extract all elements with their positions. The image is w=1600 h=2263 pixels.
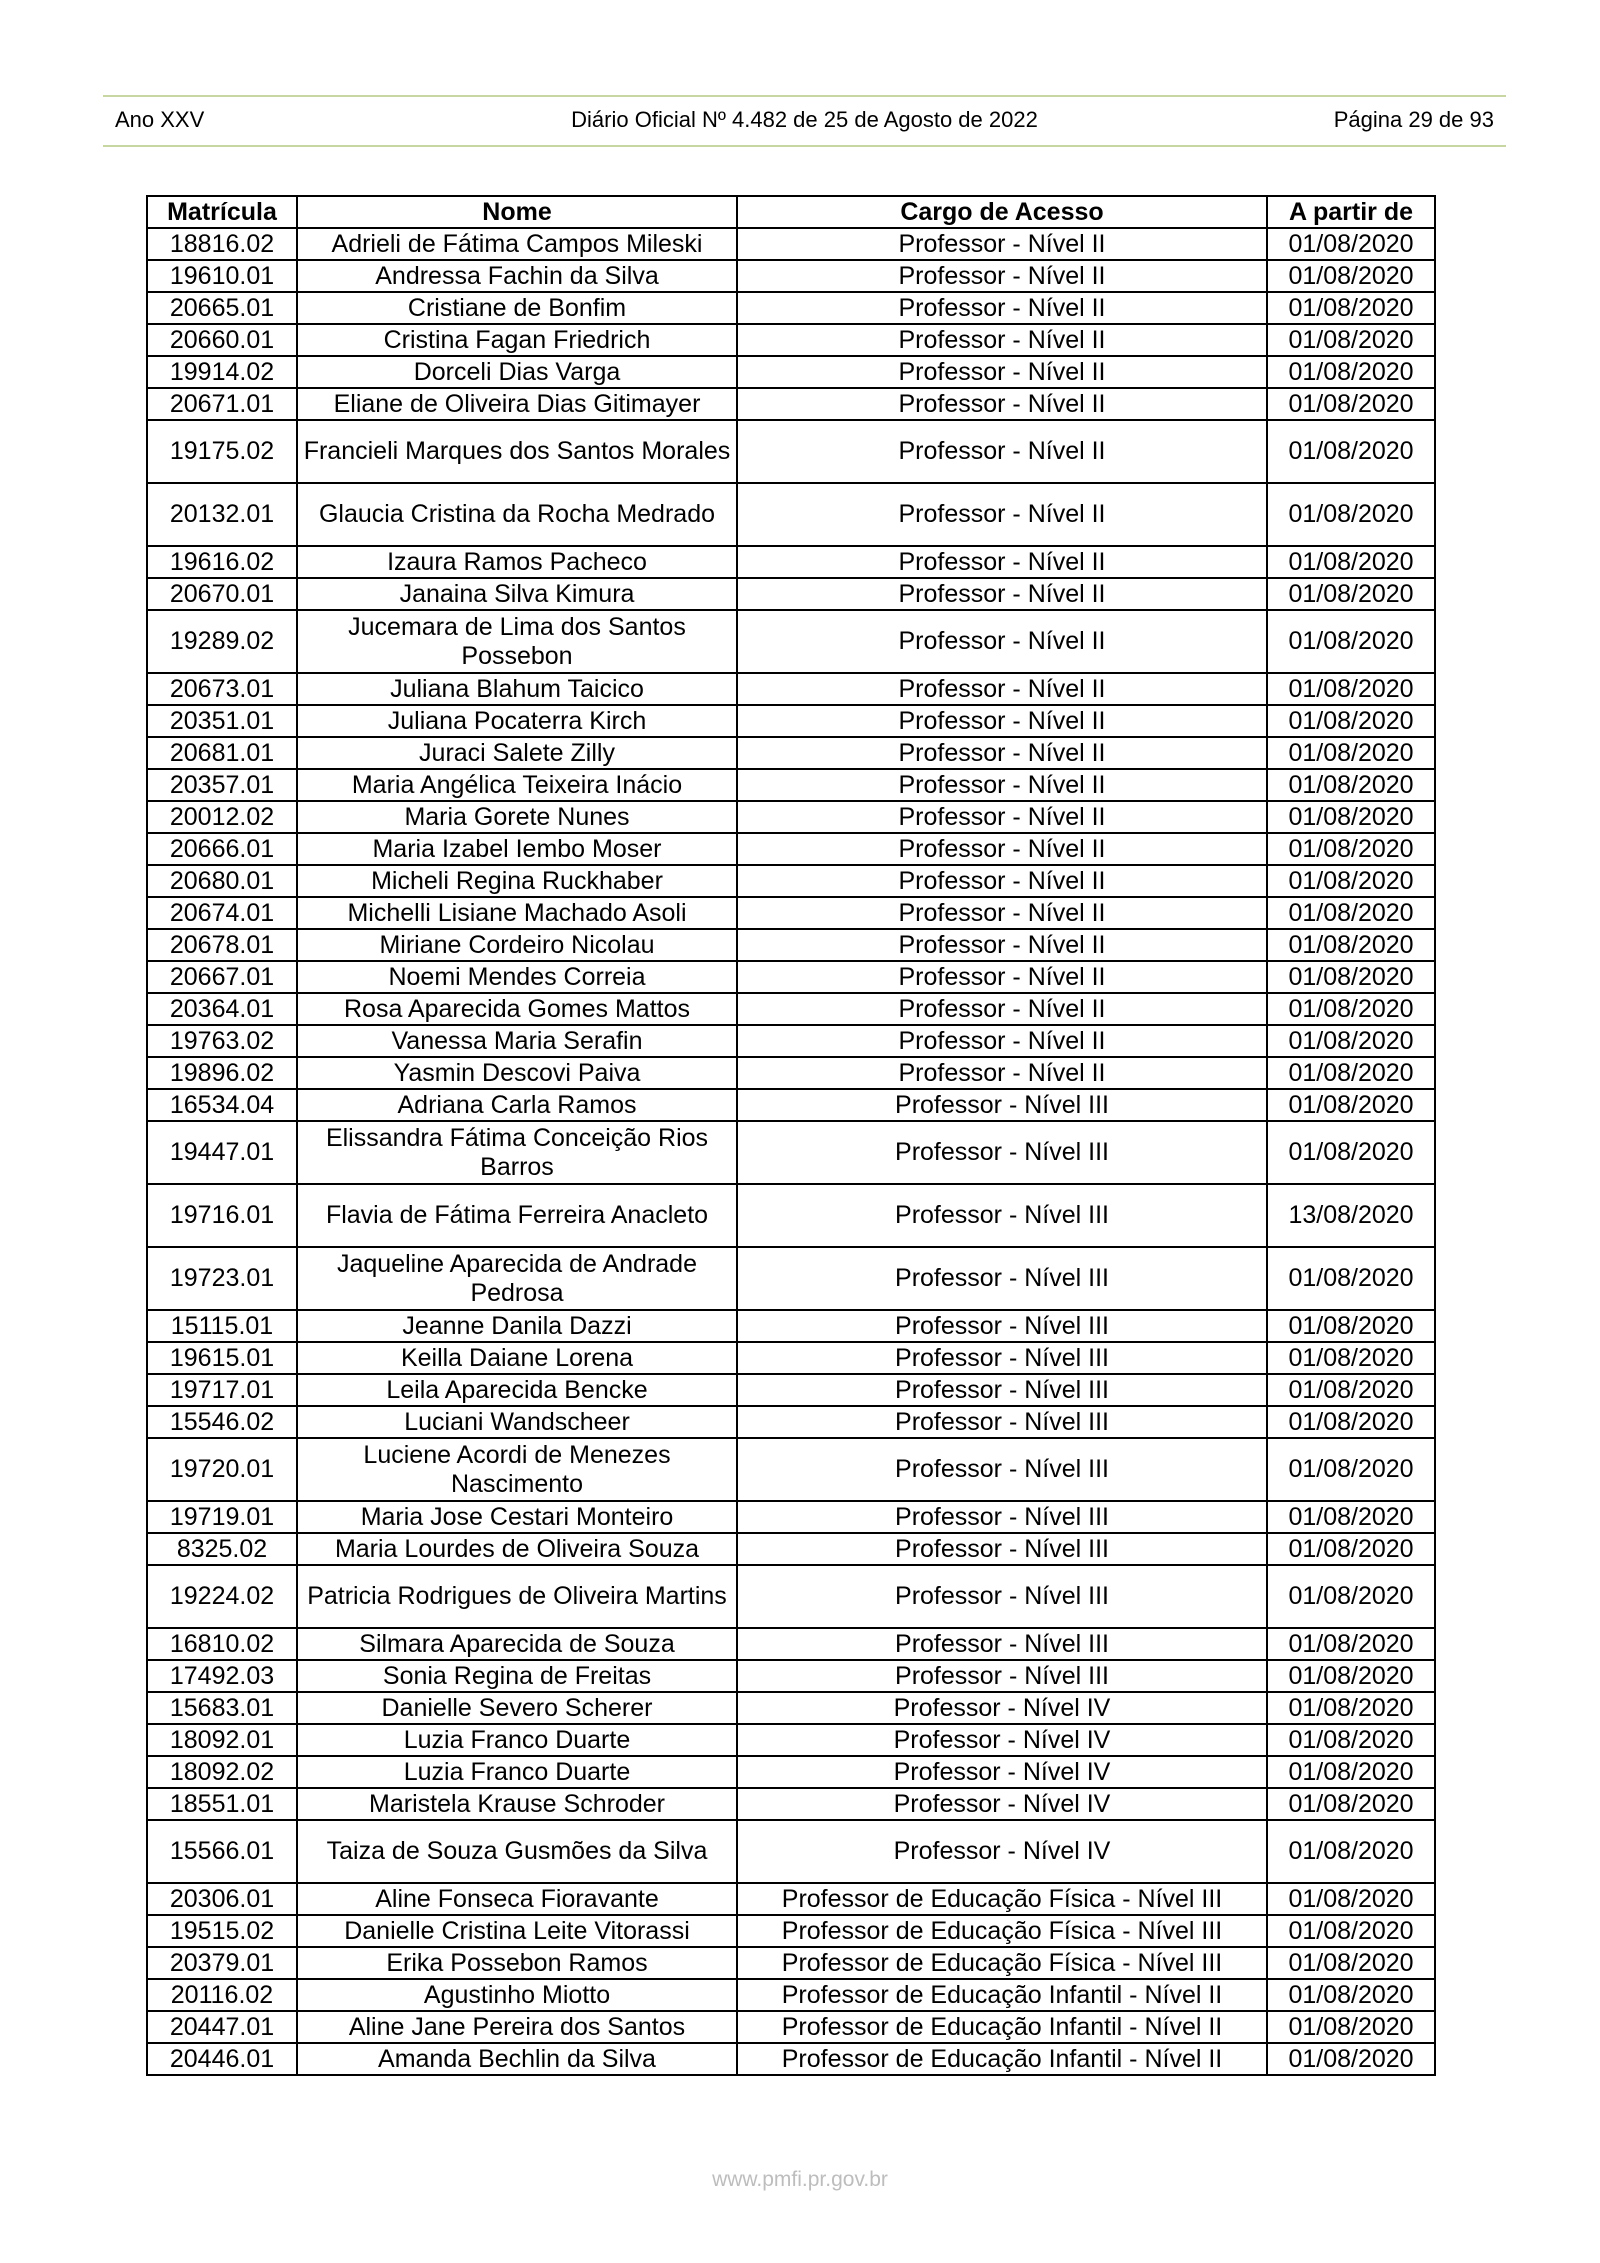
cell-data: 01/08/2020 xyxy=(1267,705,1435,737)
cell-cargo: Professor - Nível II xyxy=(737,292,1267,324)
cell-cargo: Professor - Nível III xyxy=(737,1310,1267,1342)
cell-nome: Michelli Lisiane Machado Asoli xyxy=(297,897,737,929)
table-row xyxy=(147,1565,1435,1628)
table-row xyxy=(147,769,1435,801)
cell-matricula: 20660.01 xyxy=(147,324,297,356)
cell-nome: Elissandra Fátima Conceição Rios Barros xyxy=(297,1121,737,1184)
cell-cargo: Professor - Nível II xyxy=(737,673,1267,705)
cell-data: 01/08/2020 xyxy=(1267,578,1435,610)
table-row xyxy=(147,420,1435,483)
cell-nome: Francieli Marques dos Santos Morales xyxy=(297,420,737,483)
table-row xyxy=(147,1247,1435,1310)
cell-data: 01/08/2020 xyxy=(1267,1820,1435,1883)
cell-matricula: 8325.02 xyxy=(147,1533,297,1565)
table-row xyxy=(147,993,1435,1025)
cell-nome: Agustinho Miotto xyxy=(297,1979,737,2011)
cell-nome: Maria Izabel Iembo Moser xyxy=(297,833,737,865)
cell-nome: Flavia de Fátima Ferreira Anacleto xyxy=(297,1184,737,1247)
table-row xyxy=(147,483,1435,546)
cell-cargo: Professor - Nível IV xyxy=(737,1724,1267,1756)
cell-nome: Aline Jane Pereira dos Santos xyxy=(297,2011,737,2043)
cell-data: 01/08/2020 xyxy=(1267,324,1435,356)
cell-data: 01/08/2020 xyxy=(1267,260,1435,292)
cell-matricula: 20674.01 xyxy=(147,897,297,929)
cell-matricula: 19717.01 xyxy=(147,1374,297,1406)
cell-matricula: 20666.01 xyxy=(147,833,297,865)
cell-matricula: 19610.01 xyxy=(147,260,297,292)
table-row xyxy=(147,673,1435,705)
table-row xyxy=(147,2043,1435,2075)
cell-matricula: 19720.01 xyxy=(147,1438,297,1501)
cell-nome: Yasmin Descovi Paiva xyxy=(297,1057,737,1089)
table-row xyxy=(147,801,1435,833)
cell-matricula: 18092.02 xyxy=(147,1756,297,1788)
cell-data: 01/08/2020 xyxy=(1267,1057,1435,1089)
table-row xyxy=(147,546,1435,578)
cell-matricula: 16810.02 xyxy=(147,1628,297,1660)
table-row xyxy=(147,833,1435,865)
cell-nome: Glaucia Cristina da Rocha Medrado xyxy=(297,483,737,546)
cell-nome: Izaura Ramos Pacheco xyxy=(297,546,737,578)
cell-matricula: 19763.02 xyxy=(147,1025,297,1057)
cell-nome: Jeanne Danila Dazzi xyxy=(297,1310,737,1342)
cell-matricula: 19616.02 xyxy=(147,546,297,578)
cell-matricula: 15566.01 xyxy=(147,1820,297,1883)
cell-data: 01/08/2020 xyxy=(1267,1025,1435,1057)
cell-cargo: Professor de Educação Física - Nível III xyxy=(737,1883,1267,1915)
table-row xyxy=(147,388,1435,420)
table-row xyxy=(147,1883,1435,1915)
cell-cargo: Professor - Nível III xyxy=(737,1247,1267,1310)
cell-data: 01/08/2020 xyxy=(1267,1121,1435,1184)
cell-nome: Danielle Severo Scherer xyxy=(297,1692,737,1724)
cell-data: 01/08/2020 xyxy=(1267,1565,1435,1628)
column-header-cargo: Cargo de Acesso xyxy=(737,196,1267,228)
cell-nome: Vanessa Maria Serafin xyxy=(297,1025,737,1057)
table-row xyxy=(147,292,1435,324)
cell-nome: Andressa Fachin da Silva xyxy=(297,260,737,292)
table-row xyxy=(147,356,1435,388)
cell-nome: Cristina Fagan Friedrich xyxy=(297,324,737,356)
cell-nome: Taiza de Souza Gusmões da Silva xyxy=(297,1820,737,1883)
table-row xyxy=(147,324,1435,356)
cell-matricula: 20447.01 xyxy=(147,2011,297,2043)
cell-data: 01/08/2020 xyxy=(1267,1883,1435,1915)
cell-cargo: Professor - Nível IV xyxy=(737,1756,1267,1788)
table-row xyxy=(147,1184,1435,1247)
cell-matricula: 20681.01 xyxy=(147,737,297,769)
table-row xyxy=(147,228,1435,260)
cell-data: 01/08/2020 xyxy=(1267,1501,1435,1533)
table-row xyxy=(147,1025,1435,1057)
table-row xyxy=(147,1089,1435,1121)
cell-data: 01/08/2020 xyxy=(1267,929,1435,961)
cell-data: 01/08/2020 xyxy=(1267,1628,1435,1660)
cell-data: 01/08/2020 xyxy=(1267,2043,1435,2075)
cell-matricula: 18551.01 xyxy=(147,1788,297,1820)
cell-data: 01/08/2020 xyxy=(1267,865,1435,897)
cell-matricula: 19716.01 xyxy=(147,1184,297,1247)
page-header xyxy=(103,95,1506,147)
cell-matricula: 19723.01 xyxy=(147,1247,297,1310)
cell-matricula: 20673.01 xyxy=(147,673,297,705)
cell-nome: Maria Angélica Teixeira Inácio xyxy=(297,769,737,801)
cell-cargo: Professor - Nível III xyxy=(737,1628,1267,1660)
column-header-nome: Nome xyxy=(297,196,737,228)
cell-nome: Juliana Blahum Taicico xyxy=(297,673,737,705)
cell-matricula: 20306.01 xyxy=(147,1883,297,1915)
cell-data: 01/08/2020 xyxy=(1267,388,1435,420)
column-header-data: A partir de xyxy=(1267,196,1435,228)
table-row xyxy=(147,737,1435,769)
table-header-row xyxy=(147,196,1435,228)
table-body xyxy=(147,228,1435,2075)
cell-data: 01/08/2020 xyxy=(1267,1406,1435,1438)
cell-cargo: Professor - Nível II xyxy=(737,228,1267,260)
column-header-matricula: Matrícula xyxy=(147,196,297,228)
cell-matricula: 17492.03 xyxy=(147,1660,297,1692)
cell-cargo: Professor - Nível II xyxy=(737,897,1267,929)
cell-matricula: 19719.01 xyxy=(147,1501,297,1533)
cell-nome: Maria Jose Cestari Monteiro xyxy=(297,1501,737,1533)
cell-cargo: Professor - Nível III xyxy=(737,1374,1267,1406)
cell-cargo: Professor - Nível II xyxy=(737,578,1267,610)
cell-nome: Jaqueline Aparecida de Andrade Pedrosa xyxy=(297,1247,737,1310)
cell-cargo: Professor - Nível III xyxy=(737,1501,1267,1533)
cell-cargo: Professor - Nível II xyxy=(737,929,1267,961)
cell-matricula: 18092.01 xyxy=(147,1724,297,1756)
cell-cargo: Professor - Nível III xyxy=(737,1533,1267,1565)
cell-nome: Maria Lourdes de Oliveira Souza xyxy=(297,1533,737,1565)
cell-cargo: Professor de Educação Infantil - Nível II xyxy=(737,2043,1267,2075)
cell-matricula: 16534.04 xyxy=(147,1089,297,1121)
cell-cargo: Professor - Nível IV xyxy=(737,1788,1267,1820)
cell-cargo: Professor - Nível II xyxy=(737,388,1267,420)
cell-data: 01/08/2020 xyxy=(1267,769,1435,801)
cell-nome: Luciani Wandscheer xyxy=(297,1406,737,1438)
cell-data: 01/08/2020 xyxy=(1267,1342,1435,1374)
cell-cargo: Professor - Nível II xyxy=(737,1057,1267,1089)
table-row xyxy=(147,1342,1435,1374)
cell-matricula: 18816.02 xyxy=(147,228,297,260)
cell-data: 01/08/2020 xyxy=(1267,1915,1435,1947)
cell-cargo: Professor - Nível II xyxy=(737,833,1267,865)
cell-nome: Amanda Bechlin da Silva xyxy=(297,2043,737,2075)
footer-url: www.pmfi.pr.gov.br xyxy=(712,2168,888,2191)
cell-data: 01/08/2020 xyxy=(1267,737,1435,769)
table-row xyxy=(147,1788,1435,1820)
cell-nome: Rosa Aparecida Gomes Mattos xyxy=(297,993,737,1025)
table-row xyxy=(147,897,1435,929)
cell-cargo: Professor - Nível II xyxy=(737,769,1267,801)
cell-matricula: 15546.02 xyxy=(147,1406,297,1438)
cell-nome: Adriana Carla Ramos xyxy=(297,1089,737,1121)
cell-cargo: Professor - Nível II xyxy=(737,705,1267,737)
cell-nome: Luzia Franco Duarte xyxy=(297,1724,737,1756)
cell-nome: Luzia Franco Duarte xyxy=(297,1756,737,1788)
cell-data: 01/08/2020 xyxy=(1267,228,1435,260)
cell-matricula: 15115.01 xyxy=(147,1310,297,1342)
cell-matricula: 19289.02 xyxy=(147,610,297,673)
cell-data: 01/08/2020 xyxy=(1267,1374,1435,1406)
cell-cargo: Professor - Nível III xyxy=(737,1565,1267,1628)
cell-nome: Janaina Silva Kimura xyxy=(297,578,737,610)
table-row xyxy=(147,1692,1435,1724)
cell-cargo: Professor - Nível II xyxy=(737,1025,1267,1057)
table-row xyxy=(147,1057,1435,1089)
cell-nome: Keilla Daiane Lorena xyxy=(297,1342,737,1374)
cell-data: 01/08/2020 xyxy=(1267,1947,1435,1979)
cell-data: 01/08/2020 xyxy=(1267,1788,1435,1820)
cell-matricula: 15683.01 xyxy=(147,1692,297,1724)
cell-data: 01/08/2020 xyxy=(1267,1533,1435,1565)
table-row xyxy=(147,1121,1435,1184)
table-row xyxy=(147,260,1435,292)
cell-cargo: Professor - Nível III xyxy=(737,1342,1267,1374)
cell-nome: Juraci Salete Zilly xyxy=(297,737,737,769)
cell-matricula: 19224.02 xyxy=(147,1565,297,1628)
cell-nome: Silmara Aparecida de Souza xyxy=(297,1628,737,1660)
table-row xyxy=(147,1374,1435,1406)
cell-data: 01/08/2020 xyxy=(1267,546,1435,578)
cell-cargo: Professor - Nível II xyxy=(737,324,1267,356)
cell-nome: Maristela Krause Schroder xyxy=(297,1788,737,1820)
cell-matricula: 19175.02 xyxy=(147,420,297,483)
cell-data: 01/08/2020 xyxy=(1267,833,1435,865)
cell-matricula: 19896.02 xyxy=(147,1057,297,1089)
table-row xyxy=(147,1660,1435,1692)
cell-matricula: 20351.01 xyxy=(147,705,297,737)
header-publication-title: Diário Oficial Nº 4.482 de 25 de Agosto de 2022 xyxy=(571,107,1038,132)
cell-cargo: Professor - Nível IV xyxy=(737,1820,1267,1883)
table-row xyxy=(147,1501,1435,1533)
cell-nome: Juliana Pocaterra Kirch xyxy=(297,705,737,737)
cell-data: 01/08/2020 xyxy=(1267,1089,1435,1121)
cell-matricula: 20116.02 xyxy=(147,1979,297,2011)
header-year: Ano XXV xyxy=(115,107,205,132)
cell-cargo: Professor - Nível II xyxy=(737,483,1267,546)
table-row xyxy=(147,1979,1435,2011)
cell-matricula: 20665.01 xyxy=(147,292,297,324)
cell-cargo: Professor - Nível III xyxy=(737,1438,1267,1501)
table-row xyxy=(147,1628,1435,1660)
cell-nome: Aline Fonseca Fioravante xyxy=(297,1883,737,1915)
cell-nome: Dorceli Dias Varga xyxy=(297,356,737,388)
table-row xyxy=(147,578,1435,610)
cell-matricula: 20678.01 xyxy=(147,929,297,961)
cell-cargo: Professor - Nível II xyxy=(737,737,1267,769)
cell-cargo: Professor - Nível III xyxy=(737,1660,1267,1692)
cell-data: 01/08/2020 xyxy=(1267,2011,1435,2043)
cell-nome: Leila Aparecida Bencke xyxy=(297,1374,737,1406)
cell-cargo: Professor de Educação Física - Nível III xyxy=(737,1947,1267,1979)
cell-matricula: 19515.02 xyxy=(147,1915,297,1947)
cell-matricula: 19447.01 xyxy=(147,1121,297,1184)
cell-nome: Patricia Rodrigues de Oliveira Martins xyxy=(297,1565,737,1628)
cell-matricula: 20667.01 xyxy=(147,961,297,993)
cell-nome: Cristiane de Bonfim xyxy=(297,292,737,324)
table-row xyxy=(147,1915,1435,1947)
table-row xyxy=(147,1947,1435,1979)
table-row xyxy=(147,1533,1435,1565)
cell-data: 01/08/2020 xyxy=(1267,1724,1435,1756)
cell-nome: Maria Gorete Nunes xyxy=(297,801,737,833)
cell-matricula: 20671.01 xyxy=(147,388,297,420)
cell-data: 01/08/2020 xyxy=(1267,1310,1435,1342)
cell-data: 01/08/2020 xyxy=(1267,292,1435,324)
cell-cargo: Professor - Nível III xyxy=(737,1089,1267,1121)
cell-matricula: 20012.02 xyxy=(147,801,297,833)
cell-data: 01/08/2020 xyxy=(1267,420,1435,483)
table-row xyxy=(147,1406,1435,1438)
cell-nome: Luciene Acordi de Menezes Nascimento xyxy=(297,1438,737,1501)
cell-cargo: Professor - Nível III xyxy=(737,1121,1267,1184)
cell-data: 01/08/2020 xyxy=(1267,1438,1435,1501)
table-row xyxy=(147,1724,1435,1756)
table-row xyxy=(147,2011,1435,2043)
cell-cargo: Professor - Nível II xyxy=(737,420,1267,483)
cell-nome: Micheli Regina Ruckhaber xyxy=(297,865,737,897)
cell-data: 13/08/2020 xyxy=(1267,1184,1435,1247)
cell-data: 01/08/2020 xyxy=(1267,1692,1435,1724)
personnel-table xyxy=(146,195,1436,2076)
cell-data: 01/08/2020 xyxy=(1267,610,1435,673)
cell-cargo: Professor de Educação Infantil - Nível II xyxy=(737,2011,1267,2043)
cell-matricula: 20364.01 xyxy=(147,993,297,1025)
cell-data: 01/08/2020 xyxy=(1267,1756,1435,1788)
cell-cargo: Professor - Nível III xyxy=(737,1184,1267,1247)
cell-data: 01/08/2020 xyxy=(1267,897,1435,929)
table-row xyxy=(147,961,1435,993)
cell-data: 01/08/2020 xyxy=(1267,993,1435,1025)
cell-data: 01/08/2020 xyxy=(1267,1979,1435,2011)
cell-cargo: Professor - Nível II xyxy=(737,546,1267,578)
cell-matricula: 20357.01 xyxy=(147,769,297,801)
cell-cargo: Professor - Nível II xyxy=(737,801,1267,833)
cell-nome: Noemi Mendes Correia xyxy=(297,961,737,993)
cell-cargo: Professor - Nível II xyxy=(737,610,1267,673)
cell-cargo: Professor - Nível II xyxy=(737,961,1267,993)
table-row xyxy=(147,1310,1435,1342)
header-page-number: Página 29 de 93 xyxy=(1333,107,1494,132)
cell-nome: Jucemara de Lima dos Santos Possebon xyxy=(297,610,737,673)
cell-nome: Danielle Cristina Leite Vitorassi xyxy=(297,1915,737,1947)
cell-nome: Erika Possebon Ramos xyxy=(297,1947,737,1979)
cell-cargo: Professor - Nível IV xyxy=(737,1692,1267,1724)
cell-cargo: Professor de Educação Infantil - Nível II xyxy=(737,1979,1267,2011)
cell-data: 01/08/2020 xyxy=(1267,1660,1435,1692)
cell-matricula: 19615.01 xyxy=(147,1342,297,1374)
cell-data: 01/08/2020 xyxy=(1267,356,1435,388)
cell-matricula: 20670.01 xyxy=(147,578,297,610)
cell-matricula: 20379.01 xyxy=(147,1947,297,1979)
cell-data: 01/08/2020 xyxy=(1267,483,1435,546)
cell-cargo: Professor de Educação Física - Nível III xyxy=(737,1915,1267,1947)
cell-cargo: Professor - Nível II xyxy=(737,865,1267,897)
cell-cargo: Professor - Nível II xyxy=(737,356,1267,388)
cell-matricula: 19914.02 xyxy=(147,356,297,388)
table-row xyxy=(147,929,1435,961)
cell-matricula: 20132.01 xyxy=(147,483,297,546)
cell-data: 01/08/2020 xyxy=(1267,673,1435,705)
cell-nome: Miriane Cordeiro Nicolau xyxy=(297,929,737,961)
table-row xyxy=(147,1756,1435,1788)
table-row xyxy=(147,1820,1435,1883)
table-row xyxy=(147,705,1435,737)
cell-cargo: Professor - Nível II xyxy=(737,993,1267,1025)
table-row xyxy=(147,610,1435,673)
table-row xyxy=(147,865,1435,897)
table-row xyxy=(147,1438,1435,1501)
cell-matricula: 20446.01 xyxy=(147,2043,297,2075)
cell-cargo: Professor - Nível II xyxy=(737,260,1267,292)
cell-nome: Eliane de Oliveira Dias Gitimayer xyxy=(297,388,737,420)
cell-cargo: Professor - Nível III xyxy=(737,1406,1267,1438)
cell-nome: Sonia Regina de Freitas xyxy=(297,1660,737,1692)
cell-data: 01/08/2020 xyxy=(1267,801,1435,833)
cell-data: 01/08/2020 xyxy=(1267,1247,1435,1310)
cell-nome: Adrieli de Fátima Campos Mileski xyxy=(297,228,737,260)
cell-matricula: 20680.01 xyxy=(147,865,297,897)
cell-data: 01/08/2020 xyxy=(1267,961,1435,993)
